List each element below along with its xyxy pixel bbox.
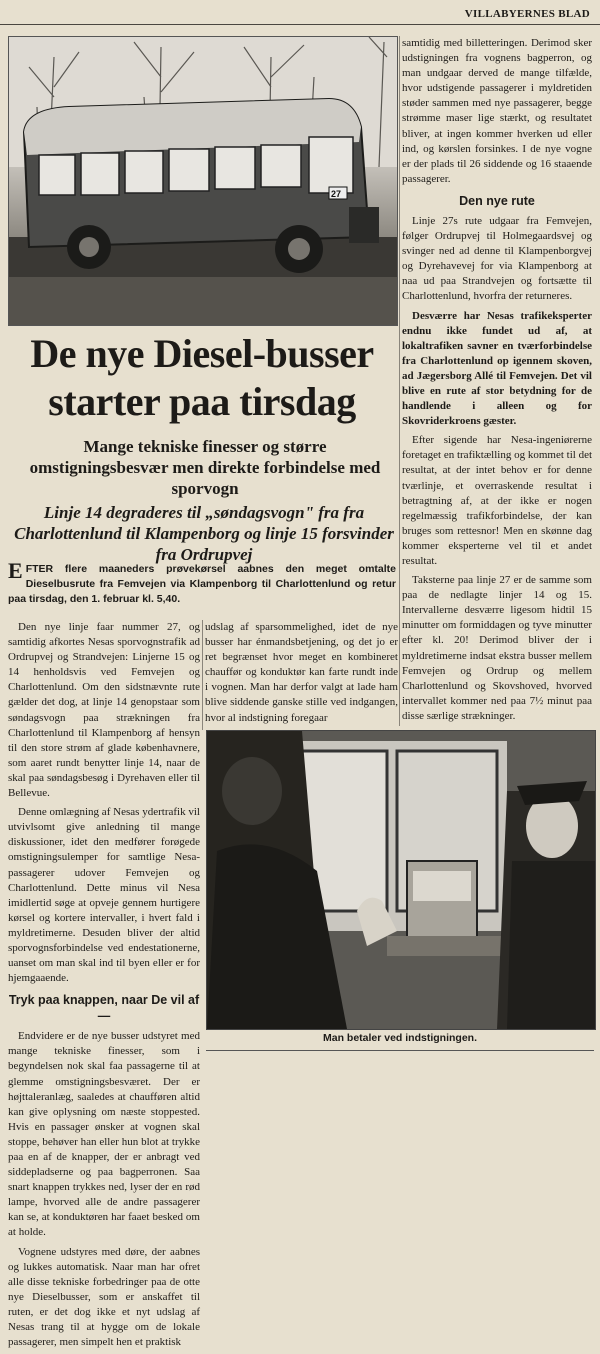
headline-line-2: starter paa tirsdag: [48, 379, 356, 424]
photo-caption: Man betaler ved indstigningen.: [322, 1032, 478, 1044]
column-rule: [202, 620, 203, 730]
col3-paragraph-1: samtidig med billetteringen. Derimod sker udstigningen fra vognens bagperron, og man undgaar derved de mange tilfælde, hvor udstigende passagerer i myldretiden støder sammen med nye passagerer, begge strømme maser lige stærkt, og resultatet bliver, at ingen kommer hverken ud eller ind, og kørslen forsinkes. I de nye vogne er der plads til 26 siddende og 16 staaende passagerer.: [402, 37, 592, 185]
col3-paragraph-4: Efter sigende har Nesa-ingeniørerne foretaget en trafiktælling og kommet til det resultat, at der intet behov er for denne tværlinje, et overraskende resultat i betragtning af, at der ikke er nogen regelmæssig trafikforbindelse, der kan bruges som rettesnor! Men en skønne dag kommer eksperterne vel til et andet resultat.: [402, 434, 593, 567]
lead-paragraph: [8, 558, 396, 607]
col3-paragraph-2: Linje 27s rute udgaar fra Femvejen, følger Ordrupvej til Holmegaardsvej og svinger ned ad denne til Klampenborgvej og Dyrehavevej for via Klampenborg at naa ud paa Strandvejen og fortsætte til Charlottenlund, hvorfra der returneres.: [402, 214, 592, 303]
subdeck: Linje 14 degraderes til „søndagsvogn" fra fra Charlottenlund til Klampenborg og linje 15 forsvinder fra Ordrupvej: [14, 503, 394, 564]
column-rule-right: [399, 36, 400, 726]
headline-line-1: De nye Diesel-busser: [30, 331, 374, 376]
column-2: [205, 620, 398, 730]
col1-paragraph-2: Denne omlægning af Nesas ydertrafik vil utvivlsomt give anledning til mange diskussioner, idet den medfører forøgede omstigningsulemper for samtlige Nesa-passagerer udover Femvejen og Charlottenlund. Dette minus vil Nesa imidlertid søge at opveje gennem hurtigere kørsel og kortere intervaller, i hvert fald i myldretimerne. Desuden bliver der altid sporvognsforbindelse ved endestationerne, uanset om man skal ind til byen eller er for hjemgaaende.: [8, 806, 200, 985]
deck: Mange tekniske finesser og større omstigningsbesvær men direkte forbindelse med sporvogn: [29, 437, 381, 498]
column-3: [402, 36, 592, 762]
drop-cap: E: [8, 558, 23, 583]
headline: [8, 330, 396, 426]
lead-text: FTER flere maaneders prøvekørsel aabnes den meget omtalte Dieselbusrute fra Femvejen via Klampenborg til Charlottenlund og retur paa tirsdag, den 1. februar kl. 5,40.: [8, 563, 396, 605]
bus-illustration: [9, 37, 397, 325]
col1-subheading: Tryk paa knappen, naar De vil af —: [8, 993, 200, 1024]
col2-paragraph-1: udslag af sparsommelighed, idet de nye busser har énmandsbetjening, og det jo er ret begrænset hvor meget en kombineret chauffør og konduktør kan farte rundt inde i vognen. Man har derfor valgt at lade ham blive siddende ganske stille ved indgangen, hvor al indstigning foregaar: [205, 621, 398, 724]
col3-paragraph-5: Taksterne paa linje 27 er de samme som paa de nedlagte linjer 14 og 15. Intervallerne desværre ligesom hidtil 15 minutter om formiddagen og tyve minutter efter kl. 20! Derimod bliver der i myldretimerne indsat ekstra busser mellem Femvejen og Ordrup og mellem Charlottenlund og Skovshoved, hvorved intervallet kommer ned paa 7½ minut paa disse særlige strækninger.: [402, 574, 592, 722]
col3-paragraph-3: Desværre har Nesas trafikeksperter endnu ikke fundet ud af, at lokaltrafiken savner en tværforbindelse fra Charlottenlund op igennem skoven, ad Jægersborg Allé til Femvejen. Det vil blive en rute af stor betydning for de handlende i alleen og for Skovriderkroens gæster.: [402, 309, 592, 428]
col3-subheading: Den nye rute: [459, 193, 535, 208]
col1-paragraph-1: Den nye linje faar nummer 27, og samtidig afkortes Nesas sporvognstrafik ad Ordrupvej og Strandvejen: Linjerne 15 og 14 henholdsvis ved Femvejen og Charlottenlund. Om den sidstnævnte rute gælder det dog, at linje 14 genopstaar som søndagsvogn paa strækningen fra Charlottenlund til Klampenborg af hensyn til den store strøm af glade københavnere, som aaret rundt benytter linje 14, naar de skal paa søndagsbesøg i Dyrehaven eller til Bellevue.: [8, 621, 200, 800]
running-head-rule: [0, 24, 600, 25]
col1-paragraph-4: Vognene udstyres med døre, der aabnes og lukkes automatisk. Naar man har ofret alle disse tekniske forbedringer paa de otte nye Dieselbusser, som er anskaffet til ruten, er det dog ikke et nyt udslag af Nesas trang til at hygge om de lokale passagerer, men simpelt hen et praktisk: [8, 1245, 200, 1349]
caption-rule: [206, 1050, 594, 1051]
tram-interior-photo: [206, 730, 596, 1030]
running-head: VILLABYERNES BLAD: [464, 8, 590, 20]
col1-paragraph-3: Endvidere er de nye busser udstyret med mange tekniske finesser, som i begyndelsen nok skal faa passagerne til at glemme omstigningsbesværet. Der er højttaleranlæg, saaledes at chaufføren altid kan give oplysning om næste stoppested. Hvis en passager ønsker at vognen skal stoppe, behøver han eller hun blot at trykke paa en af de knapper, der er anbragt ved siddepladserne og paa bagperronen. Saa snart knappen trykkes ned, lyser der en rød lampe, hvorved alle de andre passagerer kan se, at konduktøren har faaet besked om at holde.: [8, 1030, 200, 1239]
bus-route-number: 27: [331, 189, 342, 199]
column-1: [8, 620, 200, 1354]
tram-illustration: [207, 731, 595, 1029]
bus-photo: [8, 36, 398, 326]
